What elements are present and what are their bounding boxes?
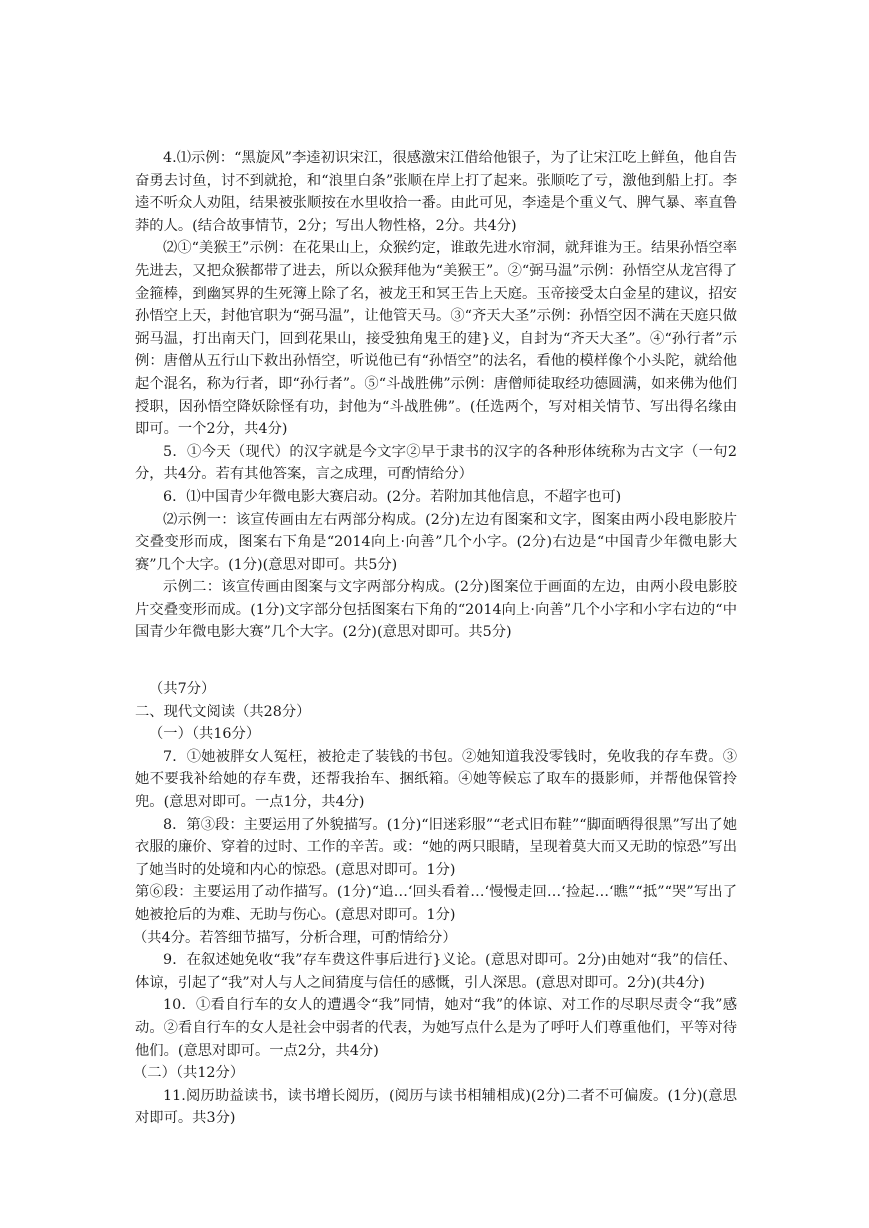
answer-4-1: 4.⑴示例：“黑旋风”李逵初识宋江，很感激宋江借给他银子，为了让宋江吃上鲜鱼，他自告奋勇去讨鱼，讨不到就抢，和“浪里白条”张顺在岸上打了起来。张顺吃了亏，激他到船上打。李逵不听众人劝阻，结果被张顺按在水里收拾一番。由此可见，李逵是个重义气、脾气暴、率直鲁莽的人。(结合故事情节，2分；写出人物性格，2分。共4分) [135,150,737,234]
answer-6-1: 6．⑴中国青少年微电影大赛启动。(2分。若附加其他信息，不超字也可) [163,488,622,505]
answer-8-total: （共4分。若答细节描写，分析合理，可酌情给分） [133,929,457,946]
answer-6-2-example-1: ⑵示例一：该宣传画由左右两部分构成。(2分)左边有图案和文字，图案由两小段电影胶片交叠变形而成，图案右下角是“2014向上·向善”几个小字。(2分)右边是“中国青少年微电影大赛”几个大字。(1分)(意思对即可。共5分) [135,511,737,573]
spacer [135,644,737,678]
answer-5: 5．①今天（现代）的汉字就是今文字②早于隶书的汉字的各种形体统称为古文字（一句2分，共4分。若有其他答案，言之成理，可酌情给分） [135,443,737,483]
section-heading-modern-reading: 二、现代文阅读（共28分） [135,703,311,720]
answer-8-para-6: 第⑥段：主要运用了动作描写。(1分)“追…‘回头看着…‘慢慢走回…‘捡起…‘瞧”“抵”“哭”写出了她被抢后的为难、无助与伤心。(意思对即可。1分) [135,884,737,923]
subsection-heading-1: （一）（共16分） [149,726,261,743]
answer-6-2-example-2: 示例二：该宣传画由图案与文字两部分构成。(2分)图案位于画面的左边，由两小段电影胶片交叠变形而成。(1分)文字部分包括图案右下角的“2014向上·向善”几个小字和小字右边的“中国青少年微电影大赛”几个大字。(2分)(意思对即可。共5分) [135,579,737,641]
answer-key-body [135,147,737,1130]
answer-11: 11.阅历助益读书，读书增长阅历，(阅历与读书相辅相成)(2分)二者不可偏废。(1分)(意思对即可。共3分) [135,1087,737,1127]
answer-4-2: ⑵①“美猴王”示例：在花果山上，众猴约定，谁敢先进水帘洞，就拜谁为王。结果孙悟空率先进去，又把众猴都带了进去，所以众猴拜他为“美猴王”。②“弼马温”示例：孙悟空从龙宫得了金箍棒，到幽冥界的生死簿上除了名，被龙王和冥王告上天庭。玉帝接受太白金星的建议，招安孙悟空上天，封他官职为“弼马温”，让他管天马。③“齐天大圣”示例：孙悟空因不满在天庭只做弼马温，打出南天门，回到花果山，接受独角鬼王的建}义，自封为“齐天大圣”。④“孙行者”示例：唐僧从五行山下救出孙悟空，听说他已有“孙悟空”的法名，看他的模样像个小头陀，就给他起个混名，称为行者，即“孙行者”。⑤“斗战胜佛”示例：唐僧师徒取经功德圆满，如来佛为他们授职，因孙悟空降妖除怪有功，封他为“斗战胜佛”。(任选两个，写对相关情节、写出得名缘由即可。一个2分，共4分) [135,240,737,438]
answer-9: 9．在叙述她免收“我”存车费这件事后进行}义论。(意思对即可。2分)由她对“我”的信任、体谅，引起了“我”对人与人之间猜度与信任的感慨，引人深思。(意思对即可。2分)(共4分) [135,952,737,991]
section-total: （共7分） [149,681,216,698]
subsection-heading-2: （二）（共12分） [133,1065,245,1082]
answer-10: 10．①看自行车的女人的遭遇令“我”同情，她对“我”的体谅、对工作的尽职尽责令“我”感动。②看自行车的女人是社会中弱者的代表，为她写点什么是为了呼吁人们尊重他们，平等对待他们。(意思对即可。一点2分，共4分) [135,997,737,1059]
answer-7: 7．①她被胖女人冤枉，被抢走了装钱的书包。②她知道我没零钱时，免收我的存车费。③她不要我补给她的存车费，还帮我抬车、捆纸箱。④她等候忘了取车的摄影师，并帮他保管拎兜。(意思对即可。一点1分，共4分) [135,748,737,811]
answer-8-para-3: 8．第③段：主要运用了外貌描写。(1分)“旧迷彩服”“老式旧布鞋”“脚面晒得很黑”写出了她衣服的廉价、穿着的过时、工作的辛苦。或：“她的两只眼睛，呈现着莫大而又无助的惊恐”写出了她当时的处境和内心的惊恐。(意思对即可。1分) [135,816,737,878]
